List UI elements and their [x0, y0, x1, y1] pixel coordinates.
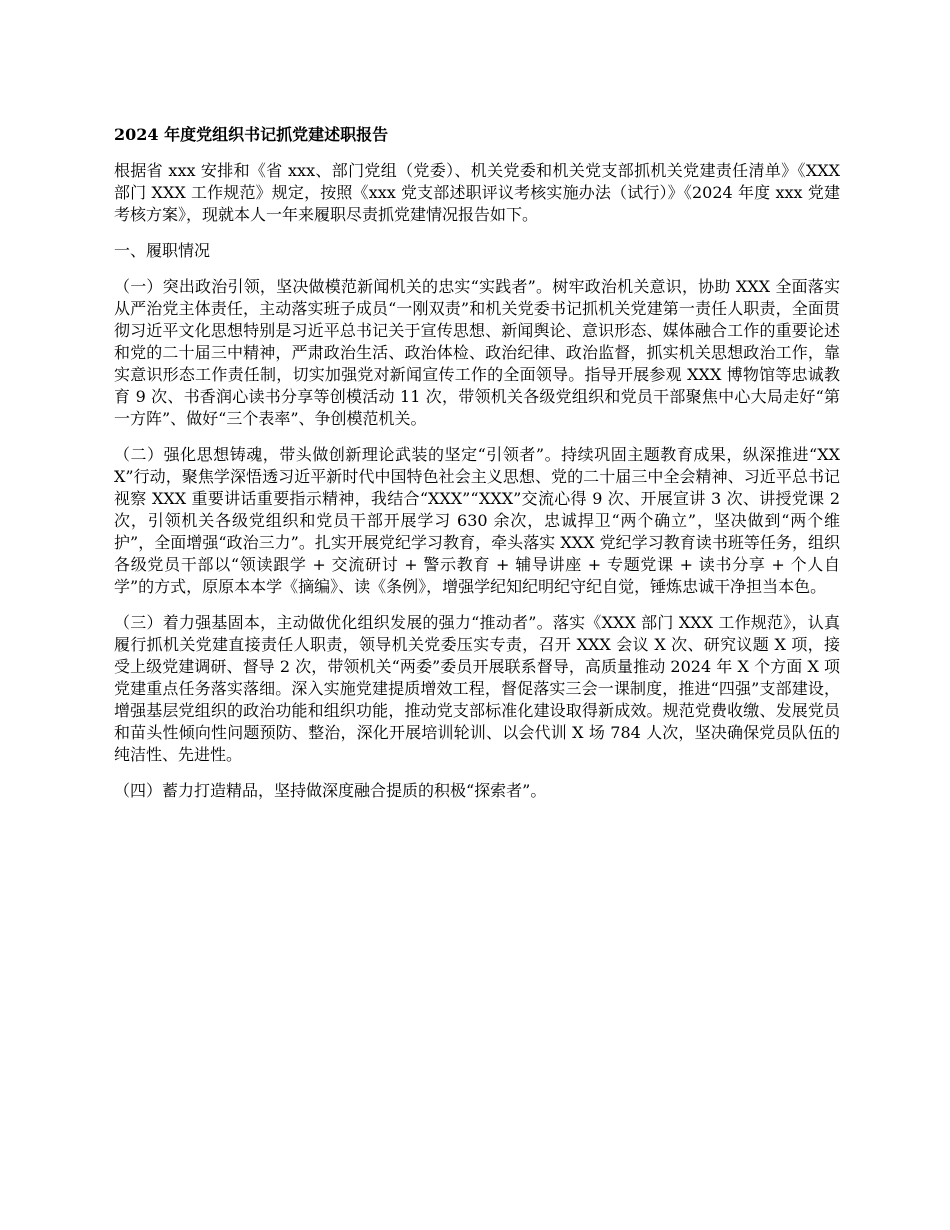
section-paragraph-3: （三）着力强基固本，主动做优化组织发展的强力“推动者”。落实《XXX 部门 XXX 工作规范》，认真履行抓机关党建直接责任人职责，领导机关党委压实专责，召开 XXX 会议 X 次、研究议题 X 项，接受上级党建调研、督导 2 次，带领机关“两委”委员开展联系督导，高质量推动 2024 年 X 个方面 X 项党建重点任务落实落细。深入实施党建提质增效工程，督促落实三会一课制度，推进“四强”支部建设，增强基层党组织的政治功能和组织功能，推动党支部标准化建设取得新成效。规范党费收缴、发展党员和苗头性倾向性问题预防、整治，深化开展培训轮训、以会代训 X 场 784 人次，坚决确保党员队伍的纯洁性、先进性。 [114, 613, 840, 764]
document-page [114, 124, 840, 816]
section-paragraph-4: （四）蓄力打造精品，坚持做深度融合提质的积极“探索者”。 [114, 781, 547, 800]
section-paragraph-2: （二）强化思想铸魂，带头做创新理论武装的坚定“引领者”。持续巩固主题教育成果，纵深推进“XXX”行动，聚焦学深悟透习近平新时代中国特色社会主义思想、党的二十届三中全会精神、习近平总书记视察 XXX 重要讲话重要指示精神，我结合“XXX”“XXX”交流心得 9 次、开展宣讲 3 次、讲授党课 2 次，引领机关各级党组织和党员干部开展学习 630 余次，忠诚捍卫“两个确立”，坚决做到“两个维护”，全面增强“政治三力”。扎实开展党纪学习教育，牵头落实 XXX 党纪学习教育读书班等任务，组织各级党员干部以“领读跟学 + 交流研讨 + 警示教育 + 辅导讲座 + 专题党课 + 读书分享 + 个人自学”的方式，原原本本学《摘编》、读《条例》，增强学纪知纪明纪守纪自觉，锤炼忠诚干净担当本色。 [114, 445, 840, 596]
section-paragraph-1: （一）突出政治引领，坚决做模范新闻机关的忠实“实践者”。树牢政治机关意识，协助 XXX 全面落实从严治党主体责任，主动落实班子成员“一刚双责”和机关党委书记抓机关党建第一责任人职责，全面贯彻习近平文化思想特别是习近平总书记关于宣传思想、新闻舆论、意识形态、媒体融合工作的重要论述和党的二十届三中精神，严肃政治生活、政治体检、政治纪律、政治监督，抓实机关思想政治工作，靠实意识形态工作责任制，切实加强党对新闻宣传工作的全面领导。指导开展参观 XXX 博物馆等忠诚教育 9 次、书香润心读书分享等创模活动 11 次，带领机关各级党组织和党员干部聚焦中心大局走好“第一方阵”、做好“三个表率”、争创模范机关。 [114, 277, 840, 428]
document-title: 2024 年度党组织书记抓党建述职报告 [114, 125, 389, 144]
intro-paragraph: 根据省 xxx 安排和《省 xxx、部门党组（党委）、机关党委和机关党支部抓机关党建责任清单》《XXX 部门 XXX 工作规范》规定，按照《xxx 党支部述职评议考核实施办法（试行）》《2024 年度 xxx 党建考核方案》，现就本人一年来履职尽责抓党建情况报告如下。 [114, 161, 840, 224]
section-heading: 一、履职情况 [114, 241, 211, 260]
